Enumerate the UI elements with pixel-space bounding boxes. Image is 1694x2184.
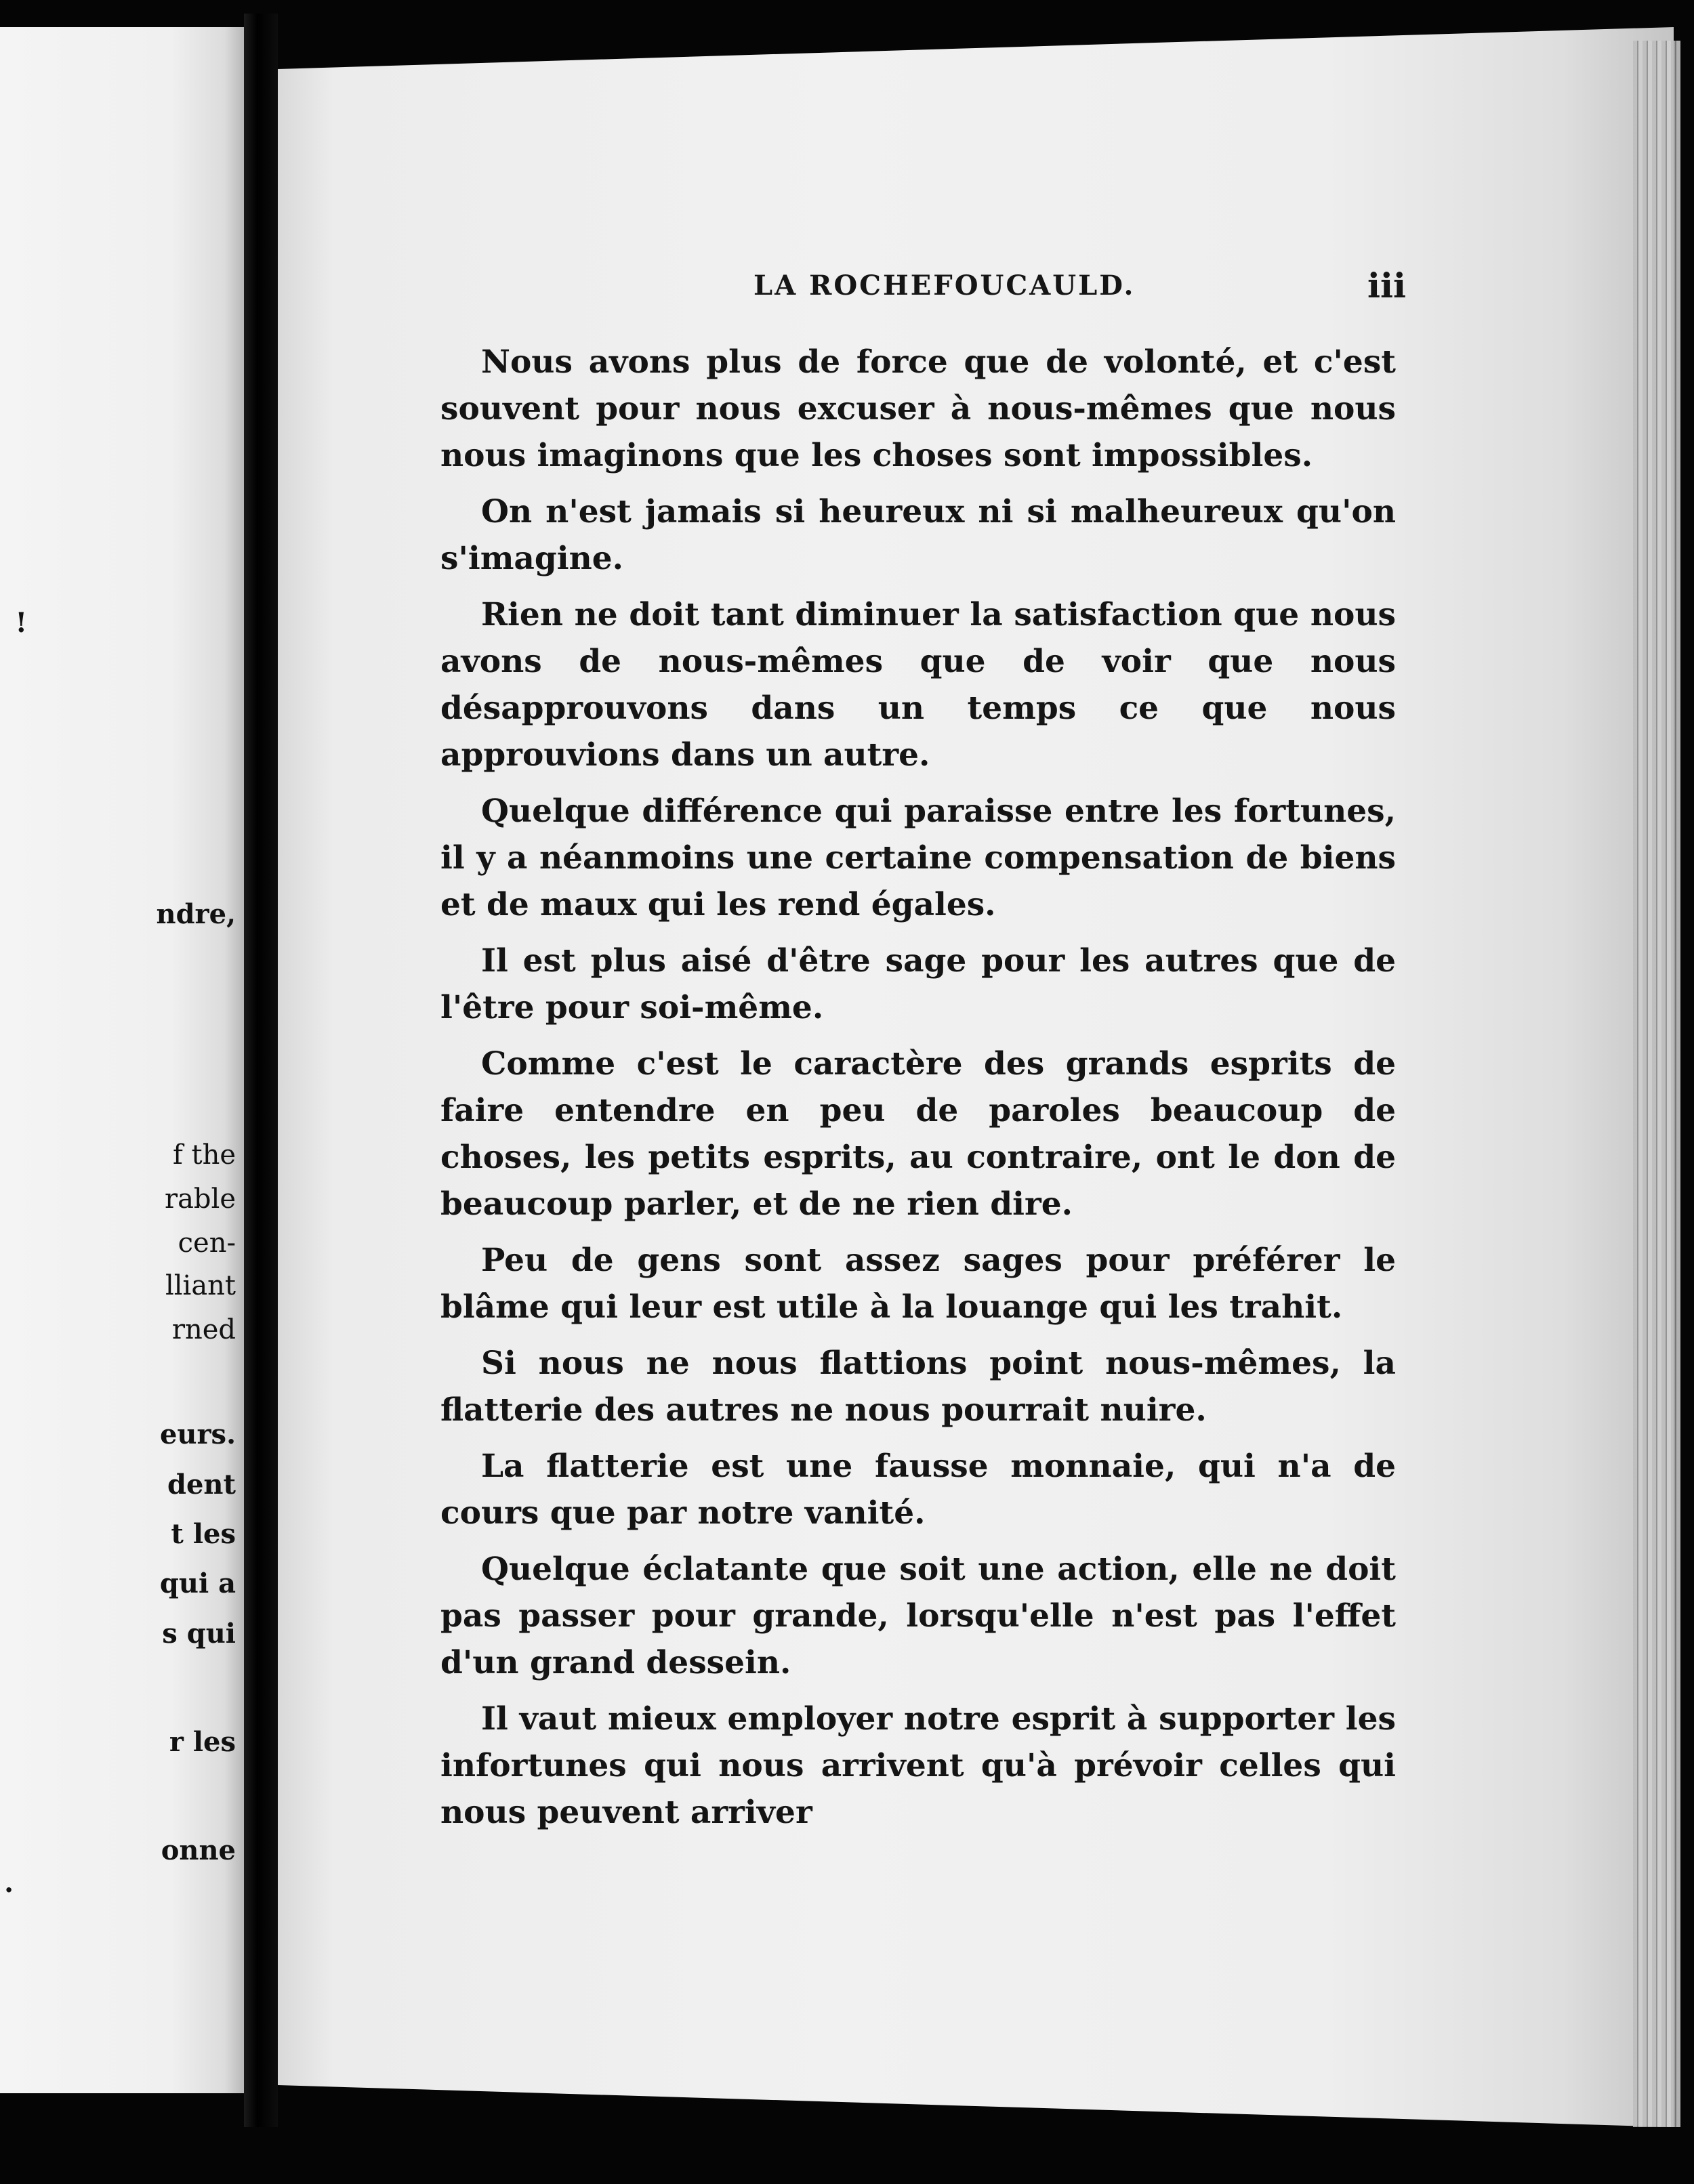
left-page-fragment: qui a [159, 1568, 236, 1599]
left-page-fragment: ! [15, 607, 27, 639]
maxim-paragraph: Il vaut mieux employer notre esprit à supporter les infortunes qui nous arrivent qu'à prévoir celles qui nous peuvent arriver [440, 1700, 1396, 1831]
left-page-fragment: rable [164, 1183, 236, 1215]
maxims-text [440, 339, 1396, 1845]
maxim-paragraph: Nous avons plus de force que de volonté, et c'est souvent pour nous excuser à nous-mêmes que nous nous imaginons que les choses sont impossibles. [440, 343, 1396, 474]
left-page-fragment: eurs. [159, 1419, 236, 1450]
left-page-fragment: r les [169, 1726, 236, 1758]
page-number: iii [1367, 266, 1406, 306]
left-page-fragment: t les [171, 1518, 236, 1550]
left-page-fragment: . [4, 1867, 14, 1899]
left-page-fragment: rned [171, 1314, 236, 1345]
maxim-paragraph: La flatterie est une fausse monnaie, qui n'a de cours que par notre vanité. [440, 1448, 1396, 1532]
maxim-paragraph: Quelque éclatante que soit une action, elle ne doit pas passer pour grande, lorsqu'elle n'est pas l'effet d'un grand dessein. [440, 1551, 1396, 1681]
left-page-fragment: onne [161, 1834, 236, 1866]
left-page-fragment: dent [167, 1469, 236, 1500]
page-edges [1633, 41, 1680, 2127]
maxim-paragraph: Rien ne doit tant diminuer la satisfaction que nous avons de nous-mêmes que de voir que nous désapprouvons dans un temps ce que nous approuvions dans un autre. [440, 596, 1396, 774]
left-page-fragment: ndre, [156, 898, 236, 930]
maxim-paragraph: Quelque différence qui paraisse entre les fortunes, il y a néanmoins une certaine compensation de biens et de maux qui les rend égales. [440, 793, 1396, 923]
left-page-fragment: f the [172, 1139, 236, 1171]
maxim-paragraph: Il est plus aisé d'être sage pour les autres que de l'être pour soi-même. [440, 942, 1396, 1026]
maxim-paragraph: Si nous ne nous flattions point nous-mêmes, la flatterie des autres ne nous pourrait nuire. [440, 1345, 1396, 1429]
left-page [0, 27, 244, 2093]
maxim-paragraph: Comme c'est le caractère des grands esprits de faire entendre en peu de paroles beaucoup de choses, les petits esprits, au contraire, ont le don de beaucoup parler, et de ne rien dire. [440, 1045, 1396, 1223]
left-page-fragment: cen- [178, 1227, 236, 1259]
book-gutter [244, 14, 278, 2127]
left-page-fragment: s qui [162, 1618, 236, 1650]
maxim-paragraph: Peu de gens sont assez sages pour préférer le blâme qui leur est utile à la louange qui les trahit. [440, 1242, 1396, 1326]
left-page-fragment: lliant [165, 1270, 236, 1301]
maxim-paragraph: On n'est jamais si heureux ni si malheureux qu'on s'imagine. [440, 493, 1396, 577]
running-head: LA ROCHEFOUCAULD. [753, 270, 1136, 301]
